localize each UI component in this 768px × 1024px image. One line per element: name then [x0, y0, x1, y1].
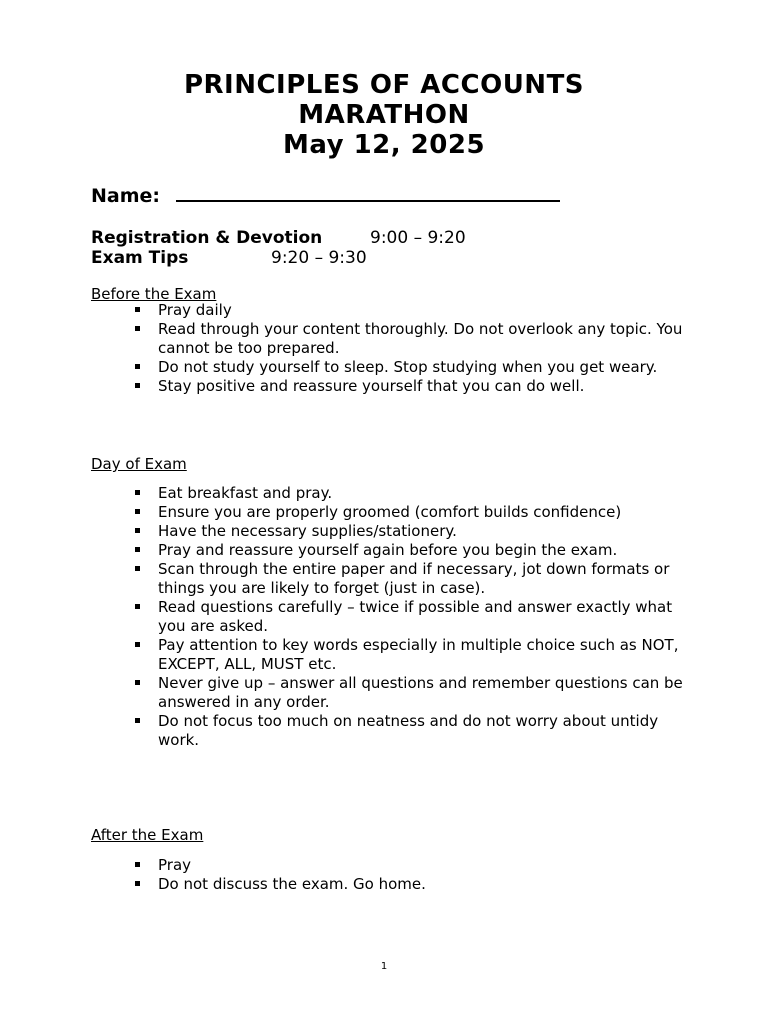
- list-item: [133, 320, 693, 358]
- list-item-text: Do not focus too much on neatness and do not worry about untidy work.: [158, 712, 659, 749]
- bullet-icon: [135, 604, 140, 609]
- list-item: [133, 560, 693, 598]
- schedule-label: Registration & Devotion: [91, 228, 323, 248]
- list-item-text: Pray and reassure yourself again before you begin the exam.: [158, 541, 618, 559]
- section-heading-day: Day of Exam: [91, 455, 187, 473]
- bullet-icon: [135, 509, 140, 514]
- list-item: [133, 856, 693, 875]
- bullet-icon: [135, 326, 140, 331]
- bullet-icon: [135, 490, 140, 495]
- after-exam-list: [133, 856, 693, 894]
- list-item: [133, 875, 693, 894]
- list-item-text: Pay attention to key words especially in multiple choice such as NOT, EXCEPT, ALL, MUST etc.: [158, 636, 679, 673]
- schedule-row-registration: [91, 228, 466, 248]
- list-item: [133, 503, 693, 522]
- bullet-icon: [135, 718, 140, 723]
- list-item-text: Pray: [158, 856, 192, 874]
- bullet-icon: [135, 881, 140, 886]
- list-item-text: Read through your content thoroughly. Do not overlook any topic. You cannot be too prepared.: [158, 320, 683, 357]
- list-item: [133, 358, 693, 377]
- list-item: [133, 377, 693, 396]
- list-item-text: Eat breakfast and pray.: [158, 484, 333, 502]
- list-item: [133, 522, 693, 541]
- title-line-2: MARATHON: [298, 100, 470, 130]
- title-line-1: PRINCIPLES OF ACCOUNTS: [183, 70, 585, 100]
- list-item: [133, 541, 693, 560]
- bullet-icon: [135, 642, 140, 647]
- list-item-text: Pray daily: [158, 301, 232, 319]
- list-item-text: Scan through the entire paper and if necessary, jot down formats or things you are likely to forget (just in case).: [158, 560, 670, 597]
- list-item: [133, 636, 693, 674]
- schedule-time: 9:20 – 9:30: [271, 248, 367, 268]
- name-field-row: [91, 184, 560, 208]
- page-number: 1: [380, 961, 388, 972]
- bullet-icon: [135, 862, 140, 867]
- list-item-text: Ensure you are properly groomed (comfort builds confidence): [158, 503, 622, 521]
- bullet-icon: [135, 547, 140, 552]
- bullet-icon: [135, 383, 140, 388]
- list-item-text: Do not study yourself to sleep. Stop studying when you get weary.: [158, 358, 658, 376]
- list-item: [133, 674, 693, 712]
- list-item: [133, 301, 693, 320]
- before-exam-list: [133, 301, 693, 396]
- list-item-text: Read questions carefully – twice if possible and answer exactly what you are asked.: [158, 598, 673, 635]
- bullet-icon: [135, 680, 140, 685]
- list-item: [133, 484, 693, 503]
- name-blank-line[interactable]: [176, 184, 560, 202]
- schedule-time: 9:00 – 9:20: [370, 228, 466, 248]
- list-item: [133, 598, 693, 636]
- document-title: [0, 70, 768, 160]
- bullet-icon: [135, 307, 140, 312]
- section-heading-before: Before the Exam: [91, 285, 217, 303]
- title-line-3-date: May 12, 2025: [282, 130, 486, 160]
- schedule-row-exam-tips: [91, 248, 367, 268]
- list-item-text: Have the necessary supplies/stationery.: [158, 522, 457, 540]
- bullet-icon: [135, 364, 140, 369]
- list-item-text: Never give up – answer all questions and remember questions can be answered in any order.: [158, 674, 683, 711]
- schedule-label: Exam Tips: [91, 248, 189, 268]
- list-item-text: Do not discuss the exam. Go home.: [158, 875, 426, 893]
- list-item: [133, 712, 693, 750]
- name-label: Name:: [91, 185, 161, 207]
- bullet-icon: [135, 528, 140, 533]
- bullet-icon: [135, 566, 140, 571]
- list-item-text: Stay positive and reassure yourself that you can do well.: [158, 377, 585, 395]
- section-heading-after: After the Exam: [91, 826, 204, 844]
- day-of-exam-list: [133, 484, 693, 750]
